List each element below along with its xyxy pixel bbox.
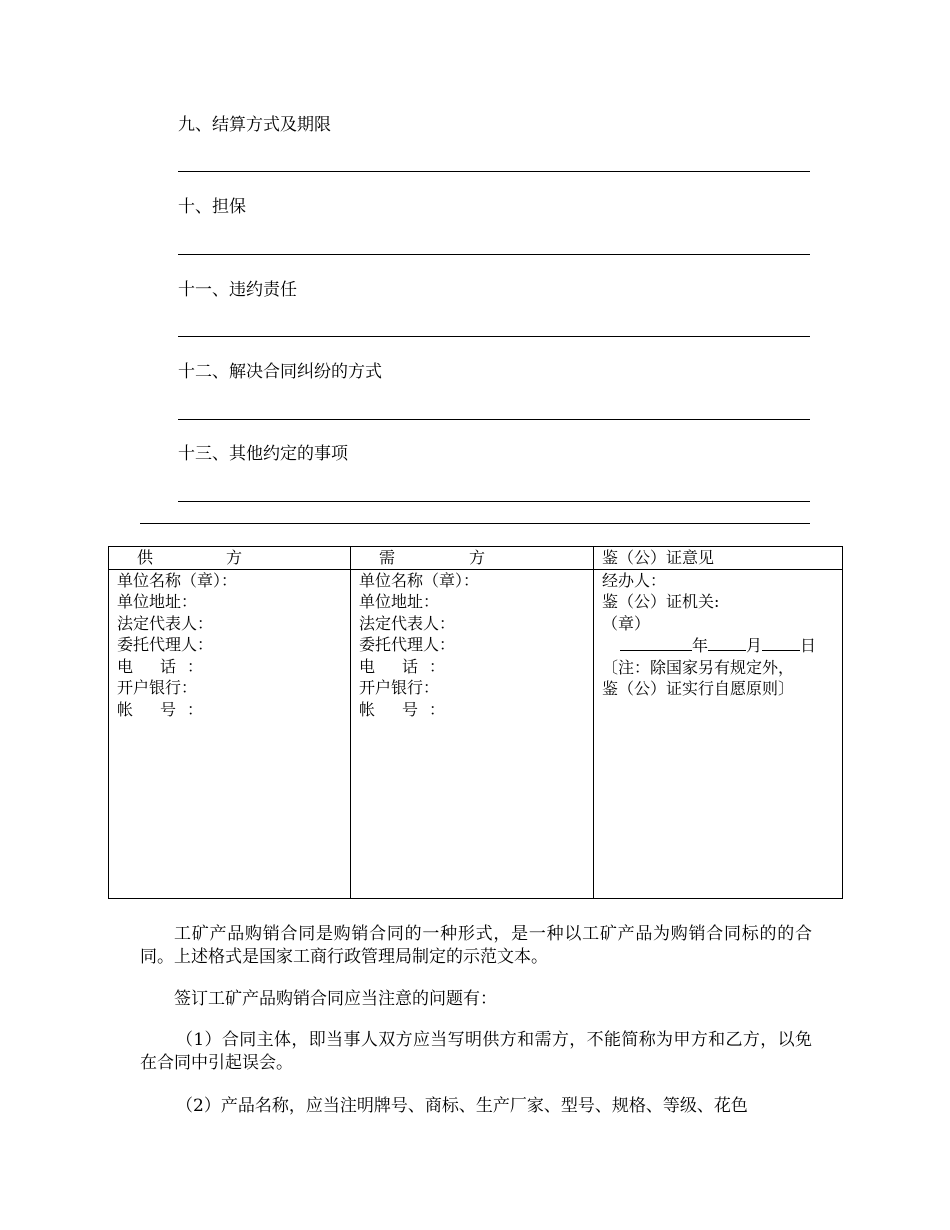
buyer-legal-rep: 法定代表人： xyxy=(359,613,456,633)
notary-note-line-2: 鉴（公）证实行自愿原则〕 xyxy=(602,679,795,698)
buyer-agent: 委托代理人： xyxy=(359,635,456,654)
day-label: 日 xyxy=(800,636,817,655)
buyer-account-label: 号： xyxy=(402,699,445,719)
fill-line-10 xyxy=(178,254,810,255)
fill-line-12 xyxy=(178,419,810,420)
supplier-account-char: 帐 xyxy=(117,699,144,719)
supplier-header-char-1: 供 xyxy=(137,548,154,567)
supplier-header xyxy=(109,547,351,570)
buyer-cell xyxy=(351,569,594,898)
buyer-phone-label: 话： xyxy=(402,656,445,676)
buyer-bank: 开户银行： xyxy=(359,678,440,697)
buyer-account-char: 帐 xyxy=(359,699,386,719)
buyer-header-char-1: 需 xyxy=(379,548,396,567)
fill-line-13 xyxy=(178,501,810,502)
buyer-unit-name: 单位名称（章）： xyxy=(359,570,480,590)
note-item-2: （2）产品名称，应当注明牌号、商标、生产厂家、型号、规格、等级、花色 xyxy=(176,1096,748,1116)
buyer-header-char-2: 方 xyxy=(468,548,485,567)
notary-note-line-1: 〔注：除国家另有规定外， xyxy=(602,657,795,677)
section-title-9: 九、结算方式及期限 xyxy=(178,115,331,135)
notary-header-label: 鉴（公）证意见 xyxy=(602,548,715,567)
buyer-address: 单位地址： xyxy=(359,592,440,611)
supplier-address: 单位地址： xyxy=(117,592,198,611)
supplier-bank: 开户银行： xyxy=(117,678,198,697)
fill-line-9 xyxy=(178,171,810,172)
buyer-account xyxy=(359,699,593,721)
notes-heading: 签订工矿产品购销合同应当注意的问题有： xyxy=(174,989,497,1009)
fill-line-11 xyxy=(178,336,810,337)
year-blank xyxy=(620,634,692,651)
section-title-12: 十二、解决合同纠纷的方式 xyxy=(178,362,382,382)
supplier-legal-rep: 法定代表人： xyxy=(117,613,214,633)
supplier-cell xyxy=(109,569,351,898)
section-title-10: 十、担保 xyxy=(178,197,246,217)
intro-paragraph: 工矿产品购销合同是购销合同的一种形式，是一种以工矿产品为购销合同标的的合同。上述格式是国家工商行政管理局制定的示范文本。 xyxy=(140,924,812,967)
buyer-header xyxy=(351,547,594,570)
section-divider xyxy=(140,523,810,524)
month-label: 月 xyxy=(746,636,763,655)
buyer-phone-char: 电 xyxy=(359,656,386,676)
section-title-11: 十一、违约责任 xyxy=(178,280,297,300)
supplier-account xyxy=(117,699,350,721)
supplier-phone-char: 电 xyxy=(117,656,144,676)
supplier-phone xyxy=(117,656,350,678)
signature-table xyxy=(108,546,843,899)
section-title-13: 十三、其他约定的事项 xyxy=(178,444,348,464)
supplier-agent: 委托代理人： xyxy=(117,635,214,654)
supplier-account-label: 号： xyxy=(160,699,203,719)
notary-cell xyxy=(594,569,843,898)
notary-seal: （章） xyxy=(602,613,651,633)
notary-date xyxy=(602,634,842,657)
supplier-unit-name: 单位名称（章）： xyxy=(117,570,238,590)
supplier-header-char-2: 方 xyxy=(225,548,242,567)
notary-office: 鉴（公）证机关: xyxy=(602,592,720,611)
notary-header xyxy=(594,547,843,570)
buyer-phone xyxy=(359,656,593,678)
notary-handler: 经办人： xyxy=(602,570,667,590)
day-blank xyxy=(762,634,800,651)
month-blank xyxy=(708,634,746,651)
year-label: 年 xyxy=(692,636,709,655)
note-item-1: （1）合同主体，即当事人双方应当写明供方和需方，不能简称为甲方和乙方，以免在合同中引起误会。 xyxy=(140,1030,812,1073)
supplier-phone-label: 话： xyxy=(160,656,203,676)
